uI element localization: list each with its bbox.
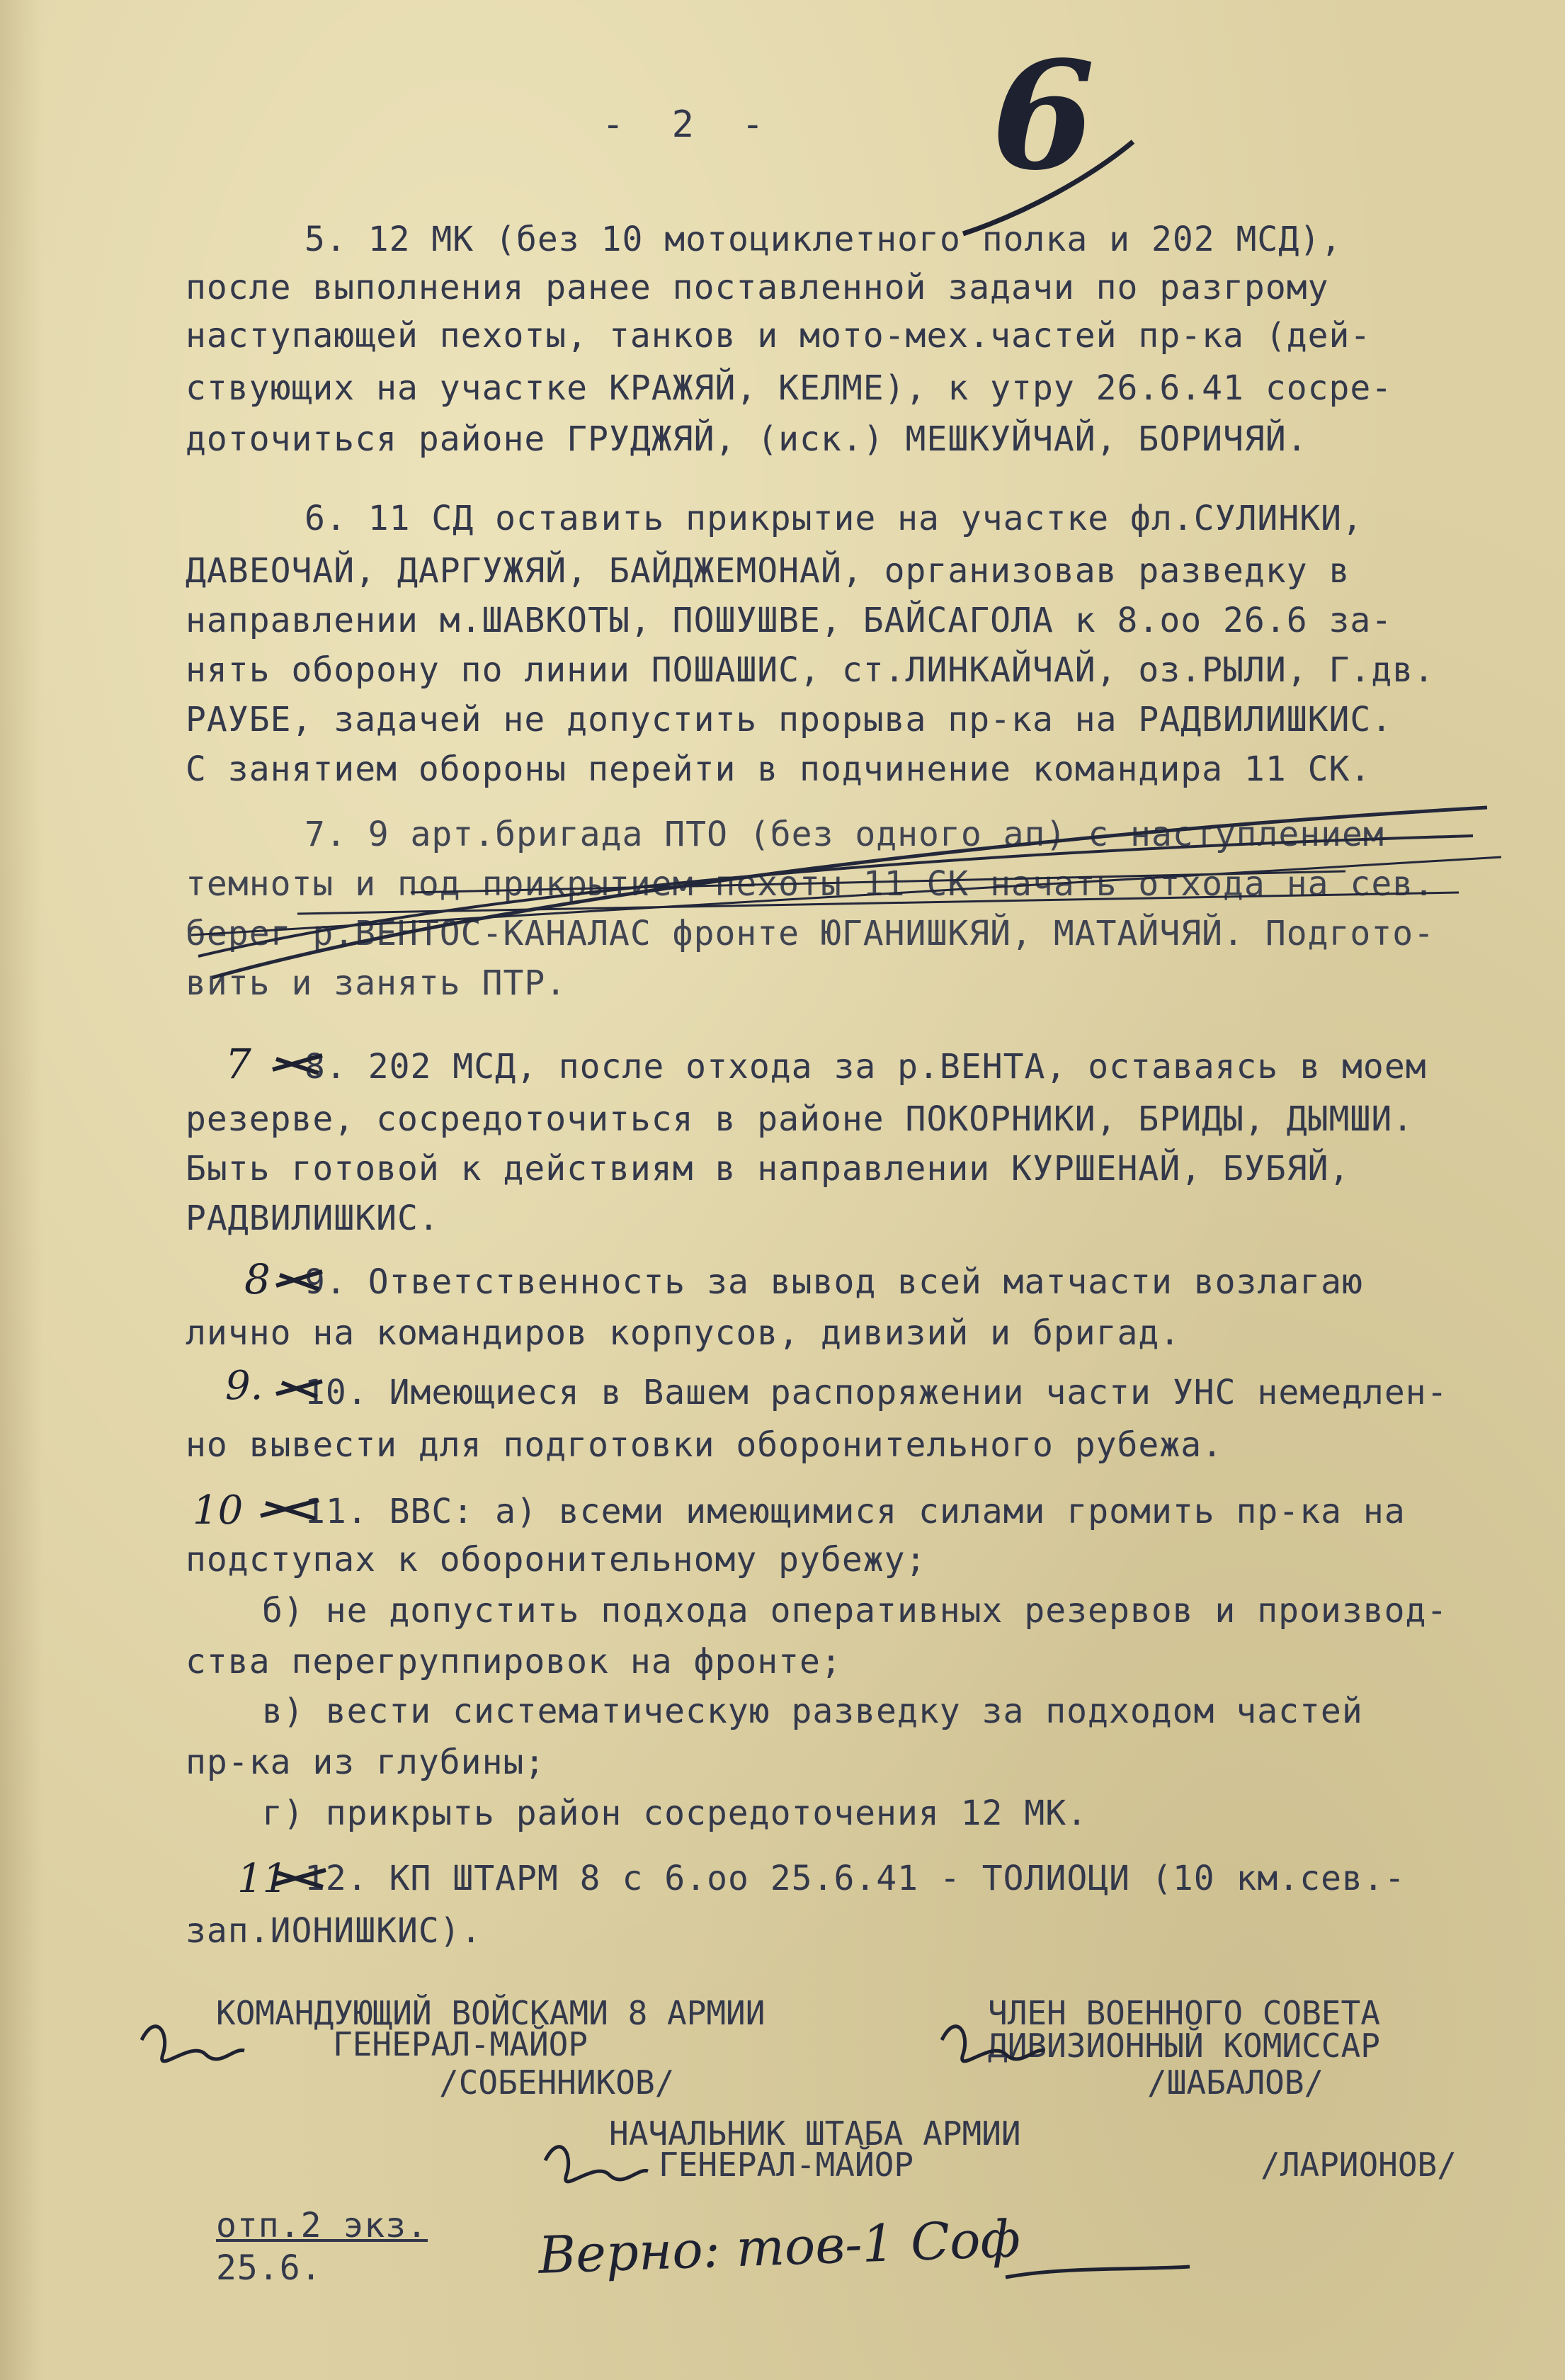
p6-line: ДАВЕОЧАЙ, ДАРГУЖЯЙ, БАЙДЖЕМОНАЙ, организовав разведку в bbox=[186, 551, 1350, 591]
p11-line: г) прикрыть район сосредоточения 12 МК. bbox=[262, 1794, 1088, 1833]
signature-commander-line: КОМАНДУЮЩИЙ ВОЙСКАМИ 8 АРМИИ bbox=[216, 1994, 766, 2032]
p9-line: лично на командиров корпусов, дивизий и бригад. bbox=[186, 1313, 1181, 1353]
p6-line: С занятием обороны перейти в подчинение командира 11 СК. bbox=[186, 749, 1372, 789]
p9-hand-number: 8 bbox=[244, 1255, 271, 1303]
p12-line: зап.ИОНИШКИС). bbox=[186, 1911, 482, 1951]
p6-line: 6. 11 СД оставить прикрытие на участке фл.СУЛИНКИ, bbox=[305, 499, 1363, 538]
signature-commander-line: ГЕНЕРАЛ-МАЙОР bbox=[333, 2025, 588, 2063]
p11-line: б) не допустить подхода оперативных резервов и производ- bbox=[262, 1591, 1448, 1631]
signature-chief-line: ГЕНЕРАЛ-МАЙОР bbox=[659, 2146, 914, 2184]
verified-flourish bbox=[1006, 2267, 1190, 2277]
p11-line: 11. ВВС: а) всеми имеющимися силами громить пр-ка на bbox=[305, 1492, 1406, 1531]
page-number: - 2 - bbox=[602, 103, 777, 146]
p8-line: 8. 202 МСД, после отхода за р.ВЕНТА, оставаясь в моем bbox=[305, 1047, 1427, 1087]
p11-line: подступах к оборонительному рубежу; bbox=[186, 1540, 927, 1580]
verified-signature-handwritten: Верно: тов-1 Соф bbox=[537, 2209, 1022, 2285]
footer-date: 25.6. bbox=[216, 2248, 322, 2288]
p8-hand-number: 7 bbox=[225, 1040, 251, 1088]
p8-line: РАДВИЛИШКИС. bbox=[186, 1198, 440, 1238]
signature-commander-line: /СОБЕННИКОВ/ bbox=[439, 2063, 675, 2102]
p5-line: доточиться районе ГРУДЖЯЙ, (иск.) МЕШКУЙЧАЙ, БОРИЧЯЙ. bbox=[186, 419, 1308, 459]
p10-hand-number: 9. bbox=[225, 1363, 263, 1409]
signature-council-line: ДИВИЗИОННЫЙ КОМИССАР bbox=[988, 2027, 1380, 2065]
p11-line: ства перегруппировок на фронте; bbox=[186, 1642, 842, 1682]
p7-line: берег р.ВЕНТОС-КАНАЛАС фронте ЮГАНИШКЯЙ, МАТАЙЧЯЙ. Подгото- bbox=[186, 914, 1435, 953]
signature-council-line: ЧЛЕН ВОЕННОГО СОВЕТА bbox=[988, 1994, 1380, 2032]
p7-line: 7. 9 арт.бригада ПТО (без одного ап) с наступлением bbox=[305, 815, 1384, 854]
p6-line: РАУБЕ, задачей не допустить прорыва пр-ка на РАДВИЛИШКИС. bbox=[186, 700, 1393, 740]
p11-hand-number: 10 bbox=[193, 1488, 244, 1534]
signature-chief-line: НАЧАЛЬНИК ШТАБА АРМИИ bbox=[609, 2114, 1021, 2153]
p6-line: нять оборону по линии ПОШАШИС, ст.ЛИНКАЙЧАЙ, оз.РЫЛИ, Г.дв. bbox=[186, 650, 1435, 690]
p9-line: 9. Ответственность за вывод всей матчасти возлагаю bbox=[305, 1262, 1363, 1302]
p7-line: темноты и под прикрытием пехоты 11 СК начать отхода на сев. bbox=[186, 864, 1435, 904]
p11-line: пр-ка из глубины; bbox=[186, 1742, 546, 1782]
p5-line: наступающей пехоты, танков и мото-мех.частей пр-ка (дей- bbox=[186, 316, 1372, 356]
p8-line: Быть готовой к действиям в направлении КУРШЕНАЙ, БУБЯЙ, bbox=[186, 1149, 1350, 1189]
p5-line: ствующих на участке КРАЖЯЙ, КЕЛМЕ), к утру 26.6.41 сосре- bbox=[186, 368, 1393, 408]
p10-line: 10. Имеющиеся в Вашем распоряжении части УНС немедлен- bbox=[305, 1373, 1448, 1412]
copies-note: отп.2 экз. bbox=[216, 2206, 428, 2245]
p6-line: направлении м.ШАВКОТЫ, ПОШУШВЕ, БАЙСАГОЛА к 8.оо 26.6 за- bbox=[186, 601, 1393, 640]
signature-council-line: /ШАБАЛОВ/ bbox=[1147, 2063, 1324, 2102]
p8-line: резерве, сосредоточиться в районе ПОКОРНИКИ, БРИДЫ, ДЫМШИ. bbox=[186, 1099, 1414, 1139]
p7-line: вить и занять ПТР. bbox=[186, 963, 567, 1003]
signature-chief-line: /ЛАРИОНОВ/ bbox=[1260, 2146, 1457, 2184]
folio-number-handwritten: 6 bbox=[991, 28, 1096, 203]
p11-line: в) вести систематическую разведку за подходом частей bbox=[262, 1692, 1363, 1731]
p5-line: после выполнения ранее поставленной задачи по разгрому bbox=[186, 268, 1329, 307]
p12-line: 12. КП ШТАРМ 8 с 6.оо 25.6.41 - ТОЛИОЦИ (10 км.сев.- bbox=[305, 1859, 1406, 1898]
p5-line: 5. 12 МК (без 10 мотоциклетного полка и 202 МСД), bbox=[305, 220, 1343, 259]
p10-line: но вывести для подготовки оборонительного рубежа. bbox=[186, 1425, 1224, 1465]
p12-hand-number: 11 bbox=[237, 1856, 288, 1902]
